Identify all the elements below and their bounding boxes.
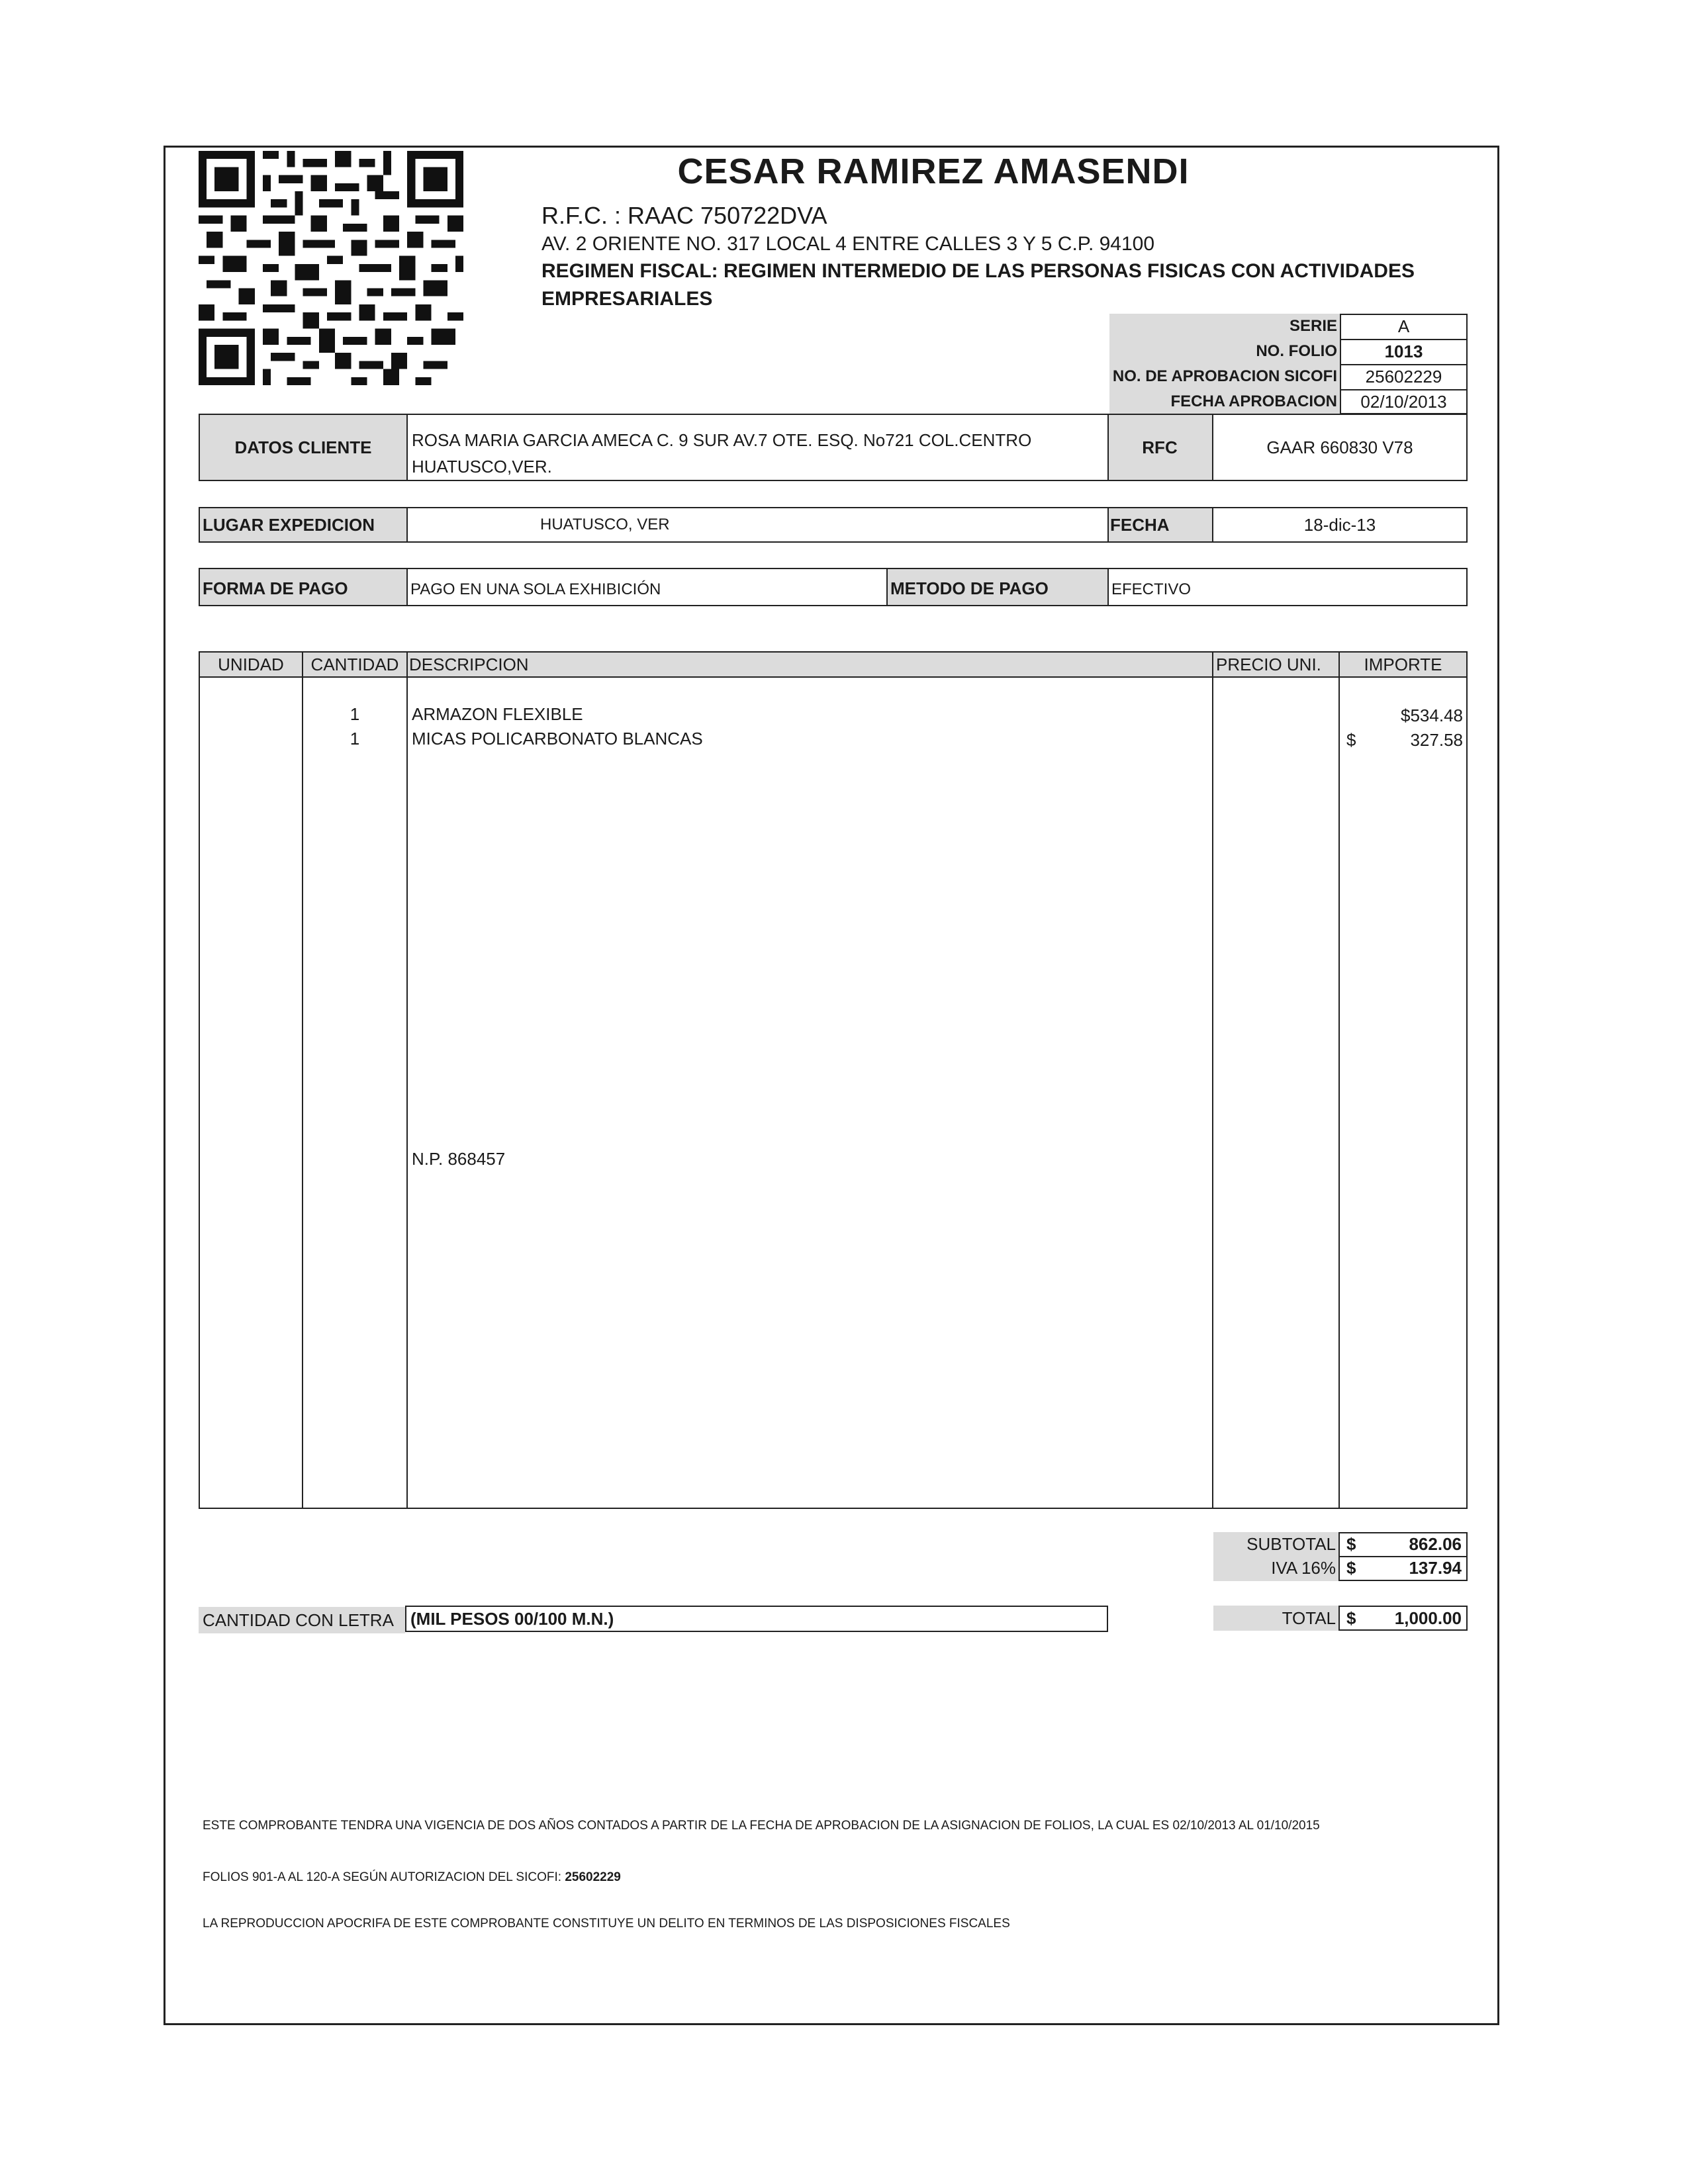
total-label: TOTAL <box>1282 1608 1336 1628</box>
row-2-description: MICAS POLICARBONATO BLANCAS <box>412 728 703 749</box>
issuer-address: AV. 2 ORIENTE NO. 317 LOCAL 4 ENTRE CALLES 3 Y 5 C.P. 94100 <box>541 233 1155 255</box>
total-value: 1,000.00 <box>1394 1608 1462 1628</box>
client-line-1: ROSA MARIA GARCIA AMECA C. 9 SUR AV.7 OTE. ESQ. No721 COL.CENTRO <box>412 430 1032 450</box>
place-label: LUGAR EXPEDICION <box>203 514 375 535</box>
folio-value: 1013 <box>1384 341 1423 361</box>
amount-words-value: (MIL PESOS 00/100 M.N.) <box>410 1608 614 1629</box>
approval-date-value: 02/10/2013 <box>1360 391 1447 412</box>
date-value: 18-dic-13 <box>1303 514 1376 535</box>
issuer-name: CESAR RAMIREZ AMASENDI <box>677 152 1190 191</box>
header-unidad: UNIDAD <box>218 654 284 674</box>
approval-date-label: FECHA APROBACION <box>1170 392 1337 410</box>
total-currency: $ <box>1346 1608 1356 1628</box>
header-importe: IMPORTE <box>1364 654 1442 674</box>
row-1-description: ARMAZON FLEXIBLE <box>412 704 583 724</box>
sicofi-label: NO. DE APROBACION SICOFI <box>1112 367 1337 385</box>
header-cantidad: CANTIDAD <box>310 654 399 674</box>
payment-method-label: METODO DE PAGO <box>890 578 1049 598</box>
client-label: DATOS CLIENTE <box>234 437 372 457</box>
iva-label: IVA 16% <box>1271 1557 1336 1578</box>
footer-folios-number: 25602229 <box>565 1870 621 1884</box>
qr-code <box>199 151 463 385</box>
subtotal-label: SUBTOTAL <box>1246 1533 1336 1554</box>
footer-folios-text: FOLIOS 901-A AL 120-A SEGÚN AUTORIZACION DEL SICOFI: <box>203 1870 565 1884</box>
regime-line-2: EMPRESARIALES <box>541 288 713 310</box>
subtotal-value: 862.06 <box>1409 1533 1462 1554</box>
payment-form-label: FORMA DE PAGO <box>203 578 348 598</box>
client-line-2: HUATUSCO,VER. <box>412 457 552 477</box>
iva-currency: $ <box>1346 1557 1356 1578</box>
row-1-qty: 1 <box>350 704 360 724</box>
amount-words-label: CANTIDAD CON LETRA <box>203 1610 394 1630</box>
iva-value: 137.94 <box>1409 1557 1462 1578</box>
payment-method-value: EFECTIVO <box>1111 580 1192 598</box>
footer-reproduction: LA REPRODUCCION APOCRIFA DE ESTE COMPROBANTE CONSTITUYE UN DELITO EN TERMINOS DE LAS DISPOSICIONES FISCALES <box>203 1917 1010 1931</box>
footer-folios <box>203 1870 621 1885</box>
row-2-qty: 1 <box>350 728 360 749</box>
payment-form-value: PAGO EN UNA SOLA EXHIBICIÓN <box>410 580 661 598</box>
row-2-currency: $ <box>1346 729 1356 750</box>
folio-label: NO. FOLIO <box>1256 342 1337 360</box>
place-value: HUATUSCO, VER <box>540 516 670 533</box>
sicofi-value: 25602229 <box>1365 366 1442 387</box>
regime-line-1: REGIMEN FISCAL: REGIMEN INTERMEDIO DE LAS PERSONAS FISICAS CON ACTIVIDADES <box>541 260 1415 282</box>
footer-validity: ESTE COMPROBANTE TENDRA UNA VIGENCIA DE DOS AÑOS CONTADOS A PARTIR DE LA FECHA DE APROBACION DE LA ASIGNACION DE FOLIOS, LA CUAL ES 02/10/2013 AL 01/10/2015 <box>203 1819 1320 1833</box>
issuer-rfc: R.F.C. : RAAC 750722DVA <box>541 202 827 229</box>
client-rfc-label: RFC <box>1142 437 1178 457</box>
date-label: FECHA <box>1110 514 1170 535</box>
serie-label: SERIE <box>1289 317 1337 335</box>
row-2-amount: 327.58 <box>1410 729 1463 750</box>
client-rfc-value: GAAR 660830 V78 <box>1266 437 1413 457</box>
header-precio-uni: PRECIO UNI. <box>1216 654 1321 674</box>
header-descripcion: DESCRIPCION <box>409 654 529 674</box>
items-table <box>199 651 1468 1509</box>
row-1-amount: $534.48 <box>1401 705 1463 725</box>
subtotal-currency: $ <box>1346 1533 1356 1554</box>
items-note: N.P. 868457 <box>412 1148 506 1169</box>
serie-value: A <box>1397 316 1410 336</box>
